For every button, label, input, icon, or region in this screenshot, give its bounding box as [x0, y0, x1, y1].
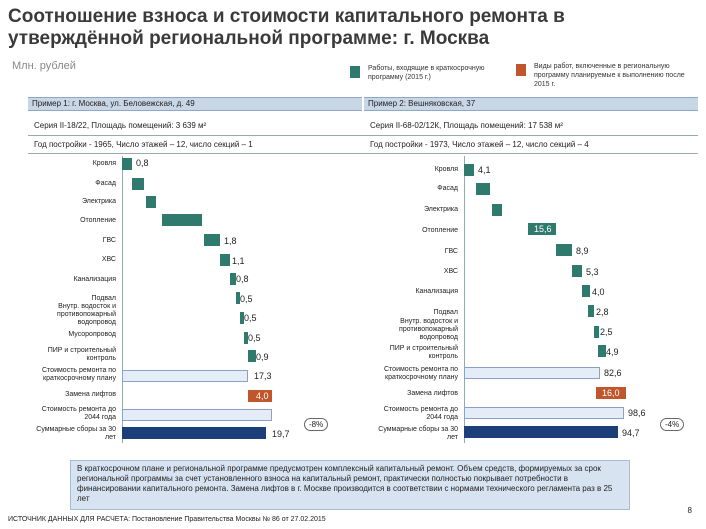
p2-pct-badge: -4%: [660, 418, 684, 431]
p2-bar-cold-water: [572, 265, 582, 277]
p1-value-pir: 0,9: [256, 352, 269, 362]
p2-value-cold-water: 5,3: [586, 267, 599, 277]
panel2-series: Серия II-68-02/12К, Площадь помещений: 17 538 м²: [370, 121, 563, 130]
p1-label-pir: ПИР и строительный контроль: [47, 347, 116, 362]
p1-label-electric: Электрика: [81, 198, 116, 205]
unit-label: Млн. рублей: [12, 60, 76, 72]
p2-bar-facade: [476, 183, 490, 195]
p1-value-hot-water: 1,8: [224, 236, 237, 246]
p2-label-cold-water: ХВС: [443, 268, 458, 275]
legend-orange-swatch: [516, 64, 526, 76]
p2-bar-roof: [464, 164, 474, 176]
p1-bar-cold-water: [220, 254, 230, 266]
p1-value-drain: 0,5: [244, 313, 257, 323]
p2-value-total-30: 94,7: [622, 428, 640, 438]
p2-bar-hot-water: [556, 244, 572, 256]
p1-label-basement: Подвал: [91, 295, 116, 302]
p1-label-garbage: Мусоропровод: [68, 331, 116, 338]
p1-bar-cost-2044: [122, 409, 272, 421]
p1-value-roof: 0,8: [136, 158, 149, 168]
p1-label-facade: Фасад: [95, 180, 116, 187]
p2-bar-cost-2044: [464, 407, 624, 419]
p2-value-short-plan: 82,6: [604, 368, 622, 378]
p2-value-drain: 2,5: [600, 327, 613, 337]
p1-bar-short-plan: [122, 370, 248, 382]
p2-label-sewage: Канализация: [415, 288, 458, 295]
p1-label-heating: Отопление: [80, 217, 116, 224]
p2-label-short-plan: Стоимость ремонта по краткосрочному плану: [384, 366, 458, 381]
p1-value-short-plan: 17,3: [254, 371, 272, 381]
p1-value-garbage: 0,5: [248, 333, 261, 343]
p2-bar-basement: [588, 305, 594, 317]
p1-label-hot-water: ГВС: [102, 237, 116, 244]
panel2-year: Год постройки - 1973, Число этажей – 12, число секций – 4: [370, 140, 589, 149]
p2-value-roof: 4,1: [478, 165, 491, 175]
p2-bar-drain: [594, 326, 599, 338]
p1-label-short-plan: Стоимость ремонта по краткосрочному плану: [42, 367, 116, 382]
p2-bar-electric: [492, 204, 502, 216]
panel1-header: Пример 1: г. Москва, ул. Беловежская, д. 49: [28, 97, 362, 111]
panel1-series: Серия II-18/22, Площадь помещений: 3 639 м²: [34, 121, 207, 130]
data-source: ИСТОЧНИК ДАННЫХ ДЛЯ РАСЧЕТА: Постановление Правительства Москвы № 86 от 27.02.2015: [8, 516, 326, 523]
p1-value-basement: 0,5: [240, 294, 253, 304]
p1-value-total-30: 19,7: [272, 429, 290, 439]
legend-teal-text: Работы, входящие в краткосрочную программу (2015 г.): [368, 65, 485, 81]
p1-label-roof: Кровля: [92, 160, 116, 167]
p2-label-basement: Подвал: [433, 309, 458, 316]
p2-label-cost-2044: Стоимость ремонта до 2044 года: [383, 406, 458, 421]
p1-label-cold-water: ХВС: [101, 256, 116, 263]
p1-value-lifts: 4,0: [256, 391, 269, 401]
p2-value-sewage: 4,0: [592, 287, 605, 297]
p1-pct-badge: -8%: [304, 418, 328, 431]
p2-value-heating: 15,6: [534, 224, 552, 234]
p2-value-basement: 2,8: [596, 307, 609, 317]
p2-label-facade: Фасад: [437, 185, 458, 192]
p2-label-hot-water: ГВС: [444, 248, 458, 255]
p1-label-drain: Внутр. водосток и противопожарный водопровод: [57, 303, 116, 326]
legend-teal-swatch: [350, 66, 360, 78]
p2-value-hot-water: 8,9: [576, 246, 589, 256]
p2-label-total-30: Суммарные сборы за 30 лет: [378, 426, 458, 441]
p2-bar-short-plan: [464, 367, 600, 379]
p1-bar-electric: [146, 196, 156, 208]
p2-value-cost-2044: 98,6: [628, 408, 646, 418]
p1-label-sewage: Канализация: [73, 276, 116, 283]
p2-bar-total-30: [464, 426, 618, 438]
p1-label-total-30: Суммарные сборы за 30 лет: [36, 426, 116, 441]
p2-label-electric: Электрика: [423, 206, 458, 213]
p2-bar-sewage: [582, 285, 590, 297]
p2-label-lifts: Замена лифтов: [407, 390, 458, 397]
p2-label-drain: Внутр. водосток и противопожарный водопровод: [399, 318, 458, 341]
legend-orange-text: Виды работ, включенные в региональную программу планируемые к выполнению после 2015 г.: [534, 63, 685, 88]
p1-value-cold-water: 1,1: [232, 256, 245, 266]
panel2-header: Пример 2: Вешняковская, 37: [364, 97, 698, 111]
p1-bar-facade: [132, 178, 144, 190]
p1-bar-heating: [162, 214, 202, 226]
p2-bar-pir: [598, 345, 606, 357]
p1-label-cost-2044: Стоимость ремонта до 2044 года: [41, 406, 116, 421]
summary-note: В краткосрочном плане и региональной программе предусмотрен комплексный капитальный ремонт. Объем средств, формируемых за срок региональной программы за счет установленного взноса на капитальный ремонт, практически полностью покрывает потребности в финансировании капитального ремонта. Замена лифтов в г. Москве производится в соответствии с нормами технического регламента раз в 25 лет: [70, 460, 630, 510]
p1-label-lifts: Замена лифтов: [65, 391, 116, 398]
p1-value-sewage: 0,8: [236, 274, 249, 284]
page-number: 8: [687, 506, 692, 515]
p2-label-roof: Кровля: [434, 166, 458, 173]
p2-label-heating: Отопление: [422, 227, 458, 234]
p1-bar-roof: [122, 158, 132, 170]
p1-bar-pir: [248, 350, 256, 362]
p1-bar-hot-water: [204, 234, 220, 246]
panel1-year: Год постройки - 1965, Число этажей – 12, число секций – 1: [34, 140, 253, 149]
page-title: Соотношение взноса и стоимости капитального ремонта в утверждённой региональной программе: г. Москва: [8, 6, 565, 49]
p2-label-pir: ПИР и строительный контроль: [389, 345, 458, 360]
p2-value-lifts: 16,0: [602, 388, 620, 398]
p2-value-pir: 4,9: [606, 347, 619, 357]
p1-bar-total-30: [122, 427, 266, 439]
